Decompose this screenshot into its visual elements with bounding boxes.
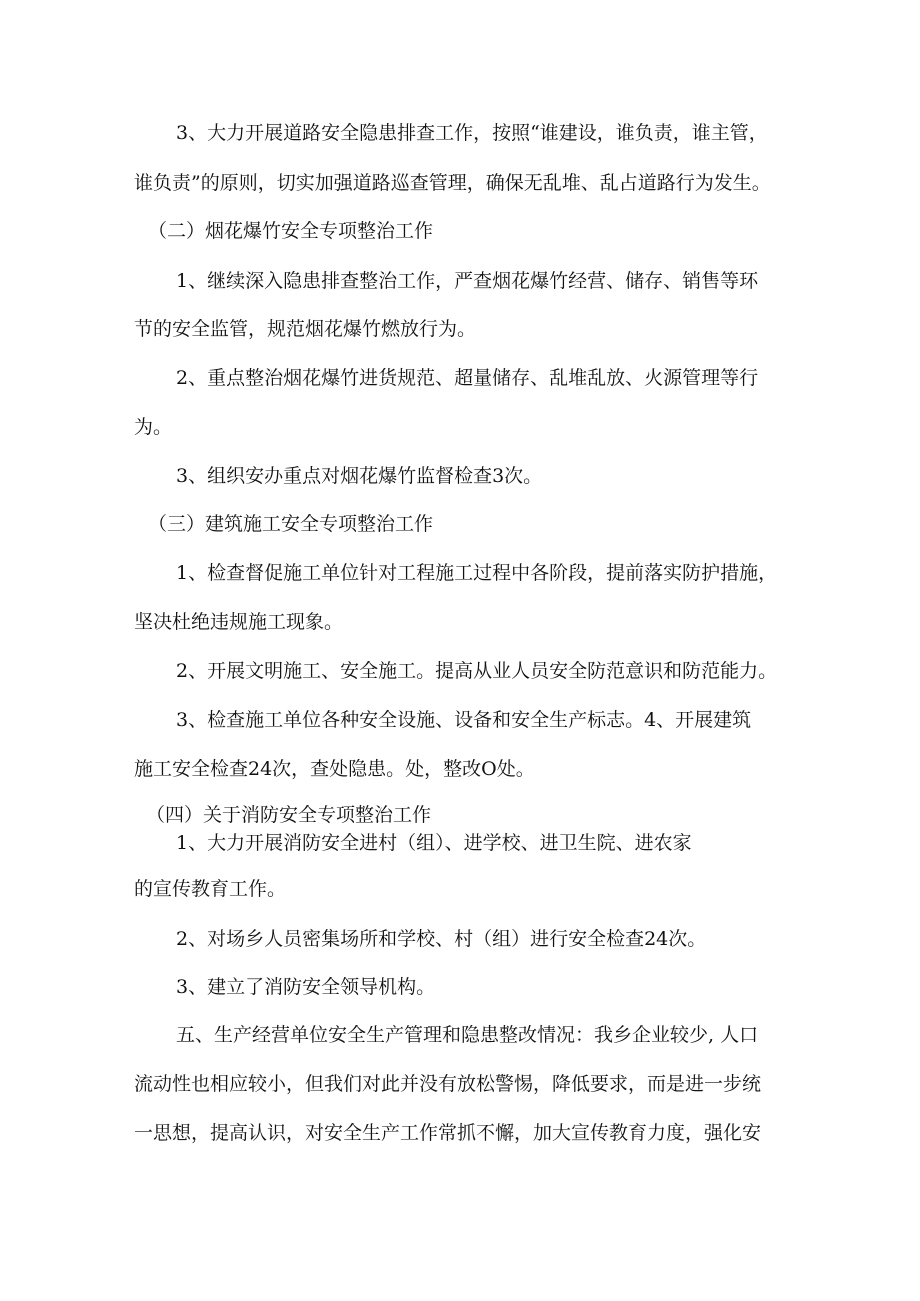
text-line-21: 流动性也相应较小，但我们对此并没有放松警惕，降低要求，而是进一步统	[134, 1073, 762, 1095]
text-line-01: 3、大力开展道路安全隐患排查工作，按照“谁建设，谁负责，谁主管，	[176, 122, 768, 144]
text-line-17: 的宣传教育工作。	[134, 878, 287, 900]
text-line-13: 3、检查施工单位各种安全设施、设备和安全生产标志。4、开展建筑	[176, 709, 752, 731]
section-heading-03: （三）建筑施工安全专项整治工作	[148, 513, 434, 535]
text-line-12: 2、开展文明施工、安全施工。提高从业人员安全防范意识和防范能力。	[176, 660, 778, 682]
text-line-11: 坚决杜绝违规施工现象。	[134, 611, 344, 633]
text-line-04: 1、继续深入隐患排查整治工作，严查烟花爆竹经营、储存、销售等环	[176, 270, 759, 292]
text-line-22: 一思想，提高认识，对安全生产工作常抓不懈，加大宣传教育力度，强化安	[134, 1122, 762, 1144]
text-line-07: 为。	[134, 416, 173, 438]
text-line-08: 3、组织安办重点对烟花爆竹监督检查3次。	[176, 465, 543, 487]
section-heading-04: （四）关于消防安全专项整治工作	[146, 804, 432, 826]
text-line-06: 2、重点整治烟花爆竹进货规范、超量储存、乱堆乱放、火源管理等行	[176, 367, 759, 389]
text-line-14: 施工安全检查24次，查处隐患。处，整改O处。	[134, 758, 535, 780]
text-line-10: 1、检查督促施工单位针对工程施工过程中各阶段，提前落实防护措施，	[176, 562, 778, 584]
text-line-16: 1、大力开展消防安全进村（组）、进学校、进卫生院、进农家	[176, 832, 692, 854]
text-line-20: 五、生产经营单位安全生产管理和隐患整改情况：我乡企业较少, 人口	[176, 1024, 759, 1046]
text-line-05: 节的安全监管，规范烟花爆竹燃放行为。	[134, 318, 477, 340]
text-line-02: 谁负责”的原则，切实加强道路巡查管理，确保无乱堆、乱占道路行为发生。	[134, 172, 771, 194]
section-heading-02: （二）烟花爆竹安全专项整治工作	[148, 220, 434, 242]
text-line-19: 3、建立了消防安全领导机构。	[176, 976, 436, 998]
text-line-18: 2、对场乡人员密集场所和学校、村（组）进行安全检查24次。	[176, 928, 707, 950]
